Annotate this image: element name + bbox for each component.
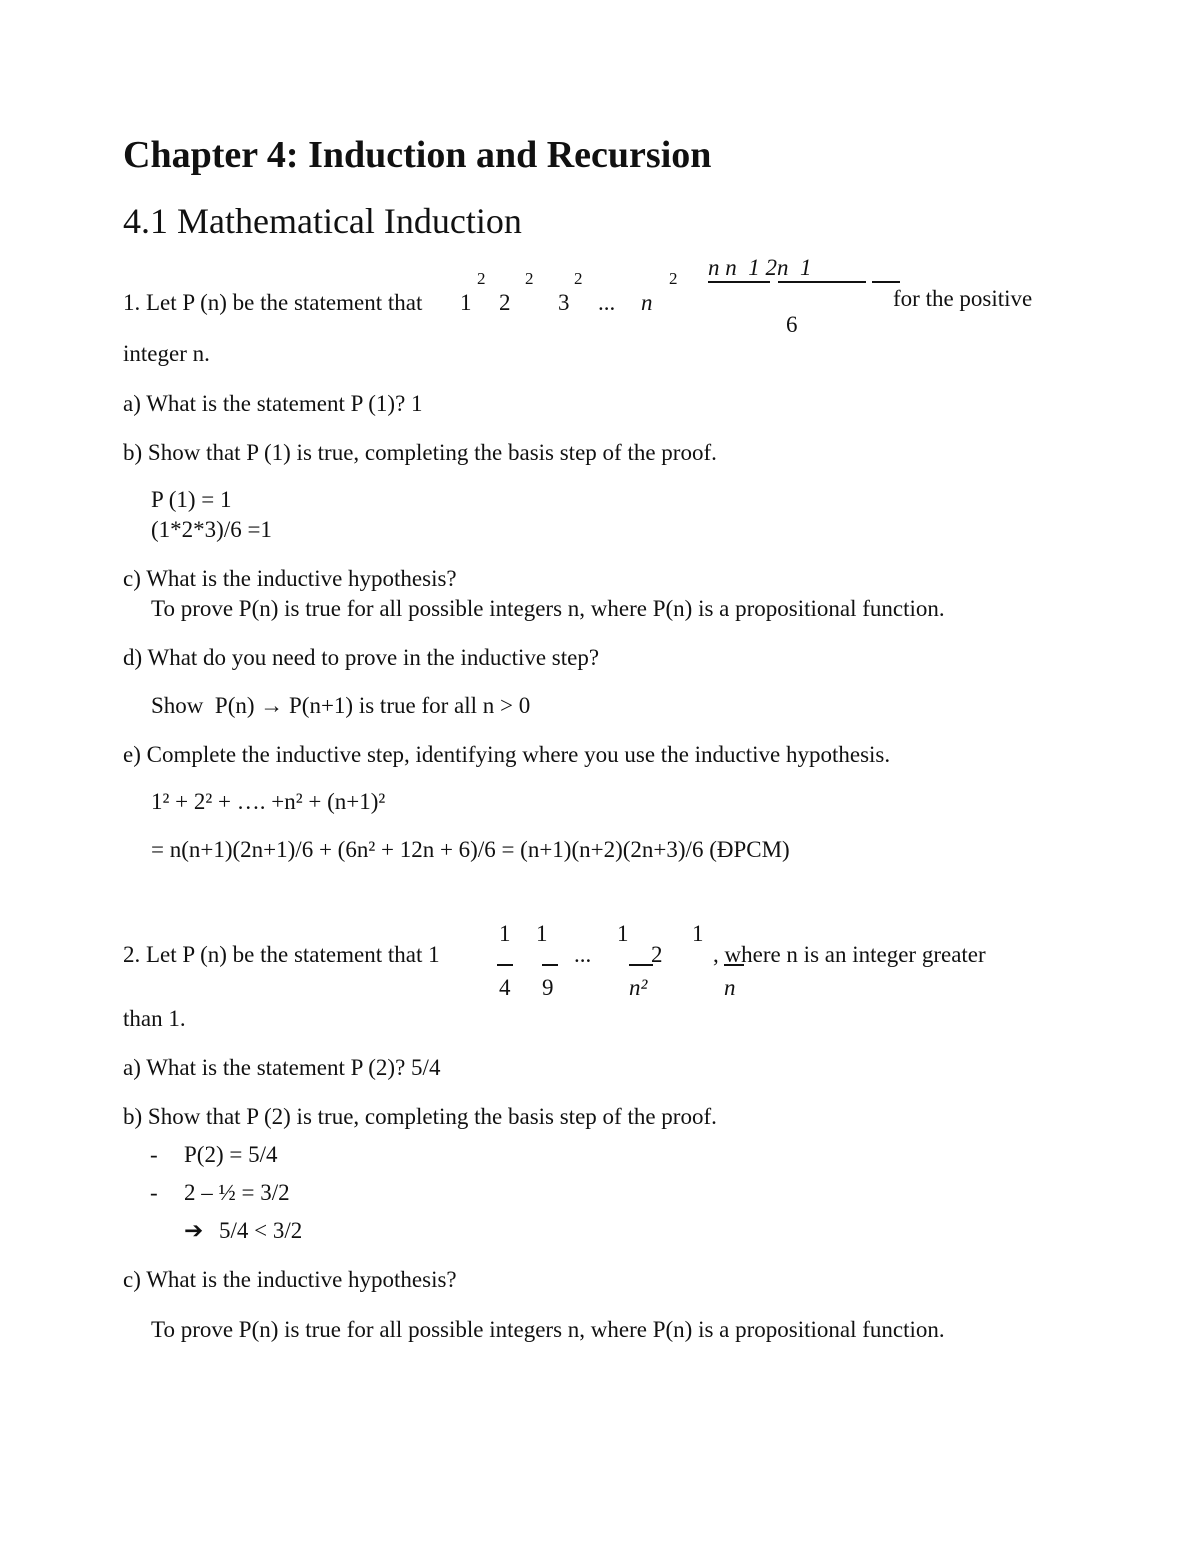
- q2-part-b: b) Show that P (2) is true, completing the basis step of the proof.: [123, 1104, 717, 1129]
- list-item-text: P(2) = 5/4: [184, 1142, 278, 1167]
- q1-intro-line2: integer n.: [123, 341, 210, 366]
- q2-bar-2: [542, 964, 558, 966]
- q2-bar-1: [497, 964, 513, 966]
- q1-part-e-answer-2: = n(n+1)(2n+1)/6 + (6n² + 12n + 6)/6 = (n+1)(n+2)(2n+3)/6 (ĐPCM): [151, 837, 790, 862]
- q1-dots: ...: [598, 290, 616, 315]
- q2-num-3: 1: [617, 921, 629, 946]
- q2-den-4: n: [724, 975, 736, 1000]
- q2-den-3: n²: [629, 975, 648, 1000]
- q2-part-c-answer: To prove P(n) is true for all possible integers n, where P(n) is a propositional function.: [151, 1317, 945, 1342]
- q1-exp-4: 2: [669, 269, 678, 288]
- q1-part-b-answer-1: P (1) = 1: [151, 487, 232, 512]
- q1-exp-1: 2: [477, 269, 486, 288]
- q1-part-c: c) What is the inductive hypothesis?: [123, 566, 457, 591]
- q1-part-a: a) What is the statement P (1)? 1: [123, 391, 423, 416]
- arrow-icon: ➔: [184, 1218, 204, 1243]
- q2-bar-3: [629, 964, 653, 966]
- q1-part-c-answer: To prove P(n) is true for all possible integers n, where P(n) is a propositional function.: [151, 596, 945, 621]
- q1-exp-3: 2: [574, 269, 583, 288]
- q1-part-b-answer-2: (1*2*3)/6 =1: [151, 517, 272, 542]
- q1-fraction-bar-right: [872, 281, 900, 283]
- q1-part-e: e) Complete the inductive step, identifying where you use the inductive hypothesis.: [123, 742, 891, 767]
- q1-fraction-bar-left: [708, 281, 770, 283]
- q2-part-b-conclusion: 5/4 < 3/2: [219, 1218, 303, 1243]
- q1-part-b: b) Show that P (1) is true, completing the basis step of the proof.: [123, 440, 717, 465]
- q1-part-d-answer: Show P(n) → P(n+1) is true for all n > 0: [151, 693, 531, 718]
- q2-intro-prefix: 2. Let P (n) be the statement that 1: [123, 942, 440, 967]
- q2-intro-line2: than 1.: [123, 1006, 186, 1031]
- q1-term-3: 3: [558, 290, 570, 315]
- q1-term-n: n: [641, 290, 653, 315]
- q2-part-c: c) What is the inductive hypothesis?: [123, 1267, 457, 1292]
- q2-part-a: a) What is the statement P (2)? 5/4: [123, 1055, 441, 1080]
- q2-den-2: 9: [542, 975, 554, 1000]
- chapter-title: Chapter 4: Induction and Recursion: [123, 134, 712, 176]
- q1-exp-2: 2: [525, 269, 534, 288]
- list-bullet: -: [150, 1142, 158, 1167]
- q1-part-e-answer-1: 1² + 2² + …. +n² + (n+1)²: [151, 789, 386, 814]
- q2-dots: ...: [574, 942, 592, 967]
- q1-intro-prefix: 1. Let P (n) be the statement that: [123, 290, 423, 315]
- q2-intro-suffix: , where n is an integer greater: [713, 942, 986, 967]
- q1-term-2: 2: [499, 290, 511, 315]
- section-title: 4.1 Mathematical Induction: [123, 201, 522, 241]
- q1-term-1: 1: [460, 290, 472, 315]
- q1-fraction-bar-mid: [778, 281, 866, 283]
- q1-part-d: d) What do you need to prove in the inductive step?: [123, 645, 600, 670]
- q2-num-4: 1: [692, 921, 704, 946]
- q1-intro-suffix: for the positive: [893, 286, 1033, 311]
- q2-two: 2: [651, 942, 663, 967]
- q2-num-2: 1: [536, 921, 548, 946]
- q2-den-1: 4: [499, 975, 511, 1000]
- q2-num-1: 1: [499, 921, 511, 946]
- q1-fraction-denominator: 6: [786, 312, 798, 337]
- list-item-text: 2 – ½ = 3/2: [184, 1180, 290, 1205]
- q1-fraction-numerator: n n 1 2n 1: [708, 255, 812, 280]
- list-bullet: -: [150, 1180, 158, 1205]
